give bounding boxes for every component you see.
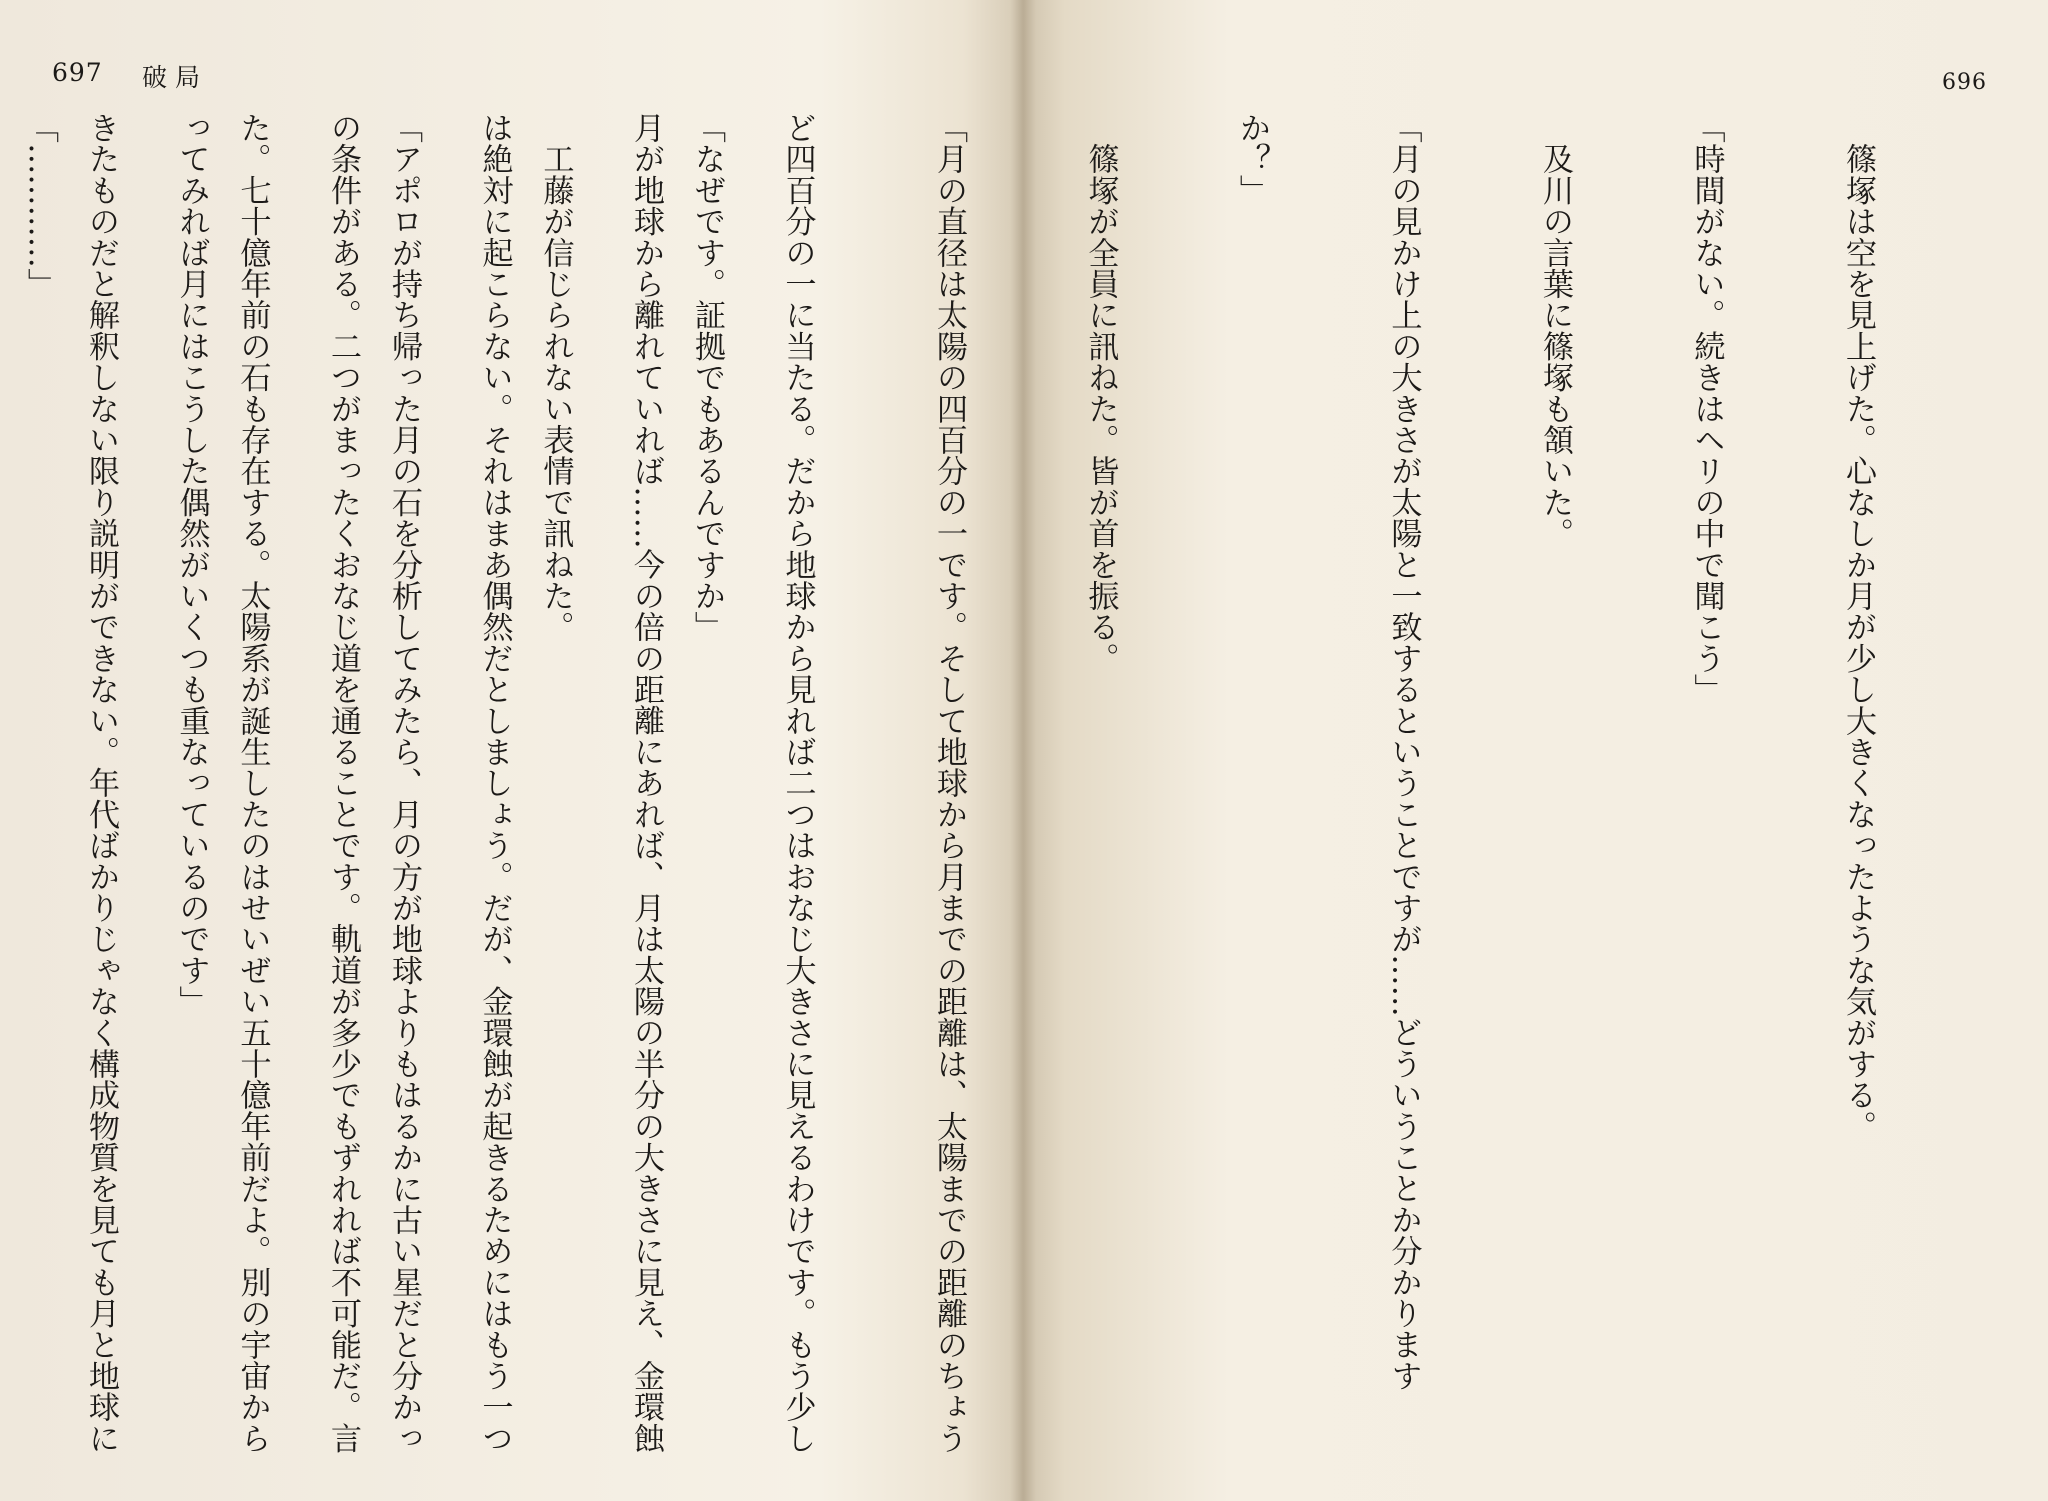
- text-column: た。七十億年前の石も存在する。太陽系が誕生したのはせいぜい五十億年前だよ。別の宇宙から: [234, 112, 271, 1454]
- text-column: は絶対に起こらない。それはまあ偶然だとしましょう。だが、金環蝕が起きるためにはもう一つ: [476, 112, 513, 1454]
- text-column: の条件がある。二つがまったくおなじ道を通ることです。軌道が多少でもずれれば不可能だ。言: [325, 112, 361, 1454]
- text-column: 「月の見かけ上の大きさが太陽と一致するということですが……どういうことか分かります: [1385, 112, 1422, 1392]
- right-page-number: 696: [1942, 70, 1987, 95]
- running-title: 破局: [142, 63, 209, 92]
- text-column: 「なぜです。証拠でもあるんですか」: [689, 112, 725, 643]
- right-page-body: [0, 112, 1984, 1452]
- text-column: ってみれば月にはこうした偶然がいくつも重なっているのです」: [173, 112, 210, 1017]
- text-column: か？」: [1234, 112, 1270, 206]
- text-column: ど四百分の一に当たる。だから地球から見れば二つはおなじ大きさに見えるわけです。もう少し: [779, 112, 816, 1454]
- text-column: 月が地球から離れていれば……今の倍の距離にあれば、月は太陽の半分の大きさに見え、金環蝕: [628, 112, 664, 1454]
- text-column: 篠塚が全員に訊ねた。皆が首を振る。: [1082, 112, 1119, 674]
- text-column: 「月の直径は太陽の四百分の一です。そして地球から月までの距離は、太陽までの距離のちょう: [931, 112, 967, 1454]
- left-page-number: 697: [52, 58, 103, 87]
- text-column: 篠塚は空を見上げた。心なしか月が少し大きくなったような気がする。: [1840, 112, 1876, 1142]
- text-column: きたものだと解釈しない限り説明ができない。年代ばかりじゃなく構成物質を見ても月と地球に: [83, 112, 119, 1454]
- text-column: 「時間がない。続きはヘリの中で聞こう」: [1688, 112, 1725, 705]
- text-column: 「アポロが持ち帰った月の石を分析してみたら、月の方が地球よりもはるかに古い星だと分かっ: [386, 112, 422, 1454]
- text-column: 工藤が信じられない表情で訊ねた。: [537, 112, 574, 643]
- text-column: 「…………」: [22, 112, 58, 300]
- text-column: 及川の言葉に篠塚も頷いた。: [1537, 112, 1573, 549]
